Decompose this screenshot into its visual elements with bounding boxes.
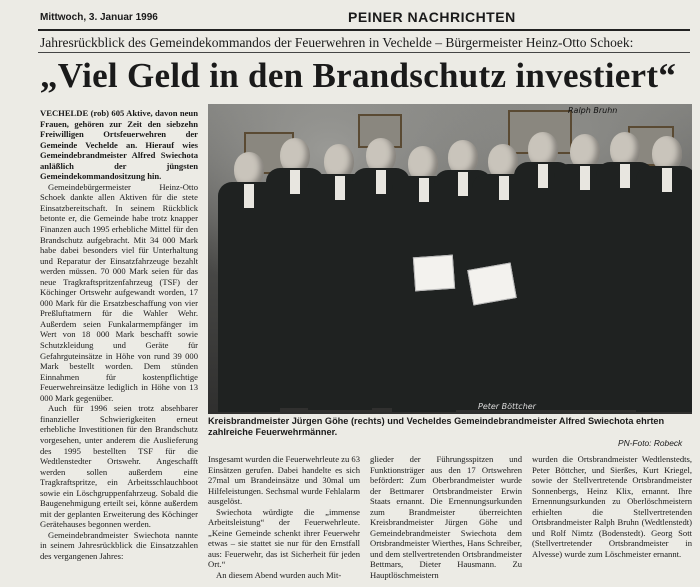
article-column-2 [208, 454, 360, 581]
article-lead: VECHELDE (rob) 605 Aktive, davon neun Frauen, gehören zur Zeit den siebzehn Freiwilligen Ortsfeuerwehren der Gemeinde Vechelde an. Hierauf wies Gemeindebrandmeister Alfred Swiechota anläßlich der jüngsten Gemeindekommandositzung hin. [40, 108, 198, 182]
photo-credit: PN-Foto: Robeck [618, 438, 683, 448]
press-photo [208, 104, 692, 414]
certificate-document [413, 255, 455, 292]
article-headline: „Viel Geld in den Brandschutz investiert“ [40, 56, 677, 95]
kicker-rule [38, 52, 690, 53]
article-kicker: Jahresrückblick des Gemeindekommandos der Feuerwehren in Vechelde – Bürgermeister Heinz-Otto Schoek: [40, 35, 634, 50]
article-paragraph: Gemeindebürgermeister Heinz-Otto Schoek dankte allen Aktiven für die stete Einsatzbereitschaft. In seinem Rückblick betonte er, die Gemeinde habe trotz knapper Finanzen auch 1995 erhebliche Mittel für den Brandschutz aufgebracht. Mit 34 000 Mark habe dabei besonders viel für Unterhaltung und Reparatur der Einsatzfahrzeuge bezahlt werden müssen. 70 000 Mark seien für das neue Tragkraftspritzenfahrzeug (TSF) der Köchinger Ortswehr aufgewandt worden, 17 000 Mark für die Ersatzbeschaffung von vier Preßluftatmern für die Wahler Wehr. Außerdem seien Funkalarmempfänger im Wert von 18 000 Mark beschafft sowie Schutzkleidung und Geräte für Gefahrguteinsätze in Höhe von rund 39 000 Mark bestellt worden. Dem stünden Einnahmen für kostenpflichtige Feuerwehreinsätze lediglich in Höhe von 13 000 Mark gegenüber. [40, 181, 198, 403]
certificate-document [467, 262, 517, 305]
article-paragraph: glieder der Führungsspitzen und Funktionsträger aus den 17 Ortswehren befördert: Zum Oberbrandmeister wurde der Bettmarer Ortsbrandmeister Erwin Staats ernannt. Die Ernennungsurkunden zum Brandmeister überreichten Kreisbrandmeister Jürgen Göhe und Gemeindebrandmeister Swiechota dem Ortsbrandmeister Wierthes, Hans Schreiber, und dem stellvertretenden Ortsbrandmeister Bettmars, Dieter Hausmann. Zu Hauptlöschmeistern [370, 454, 522, 581]
article-paragraph: wurden die Ortsbrandmeister Wedtlenstedts, Peter Böttcher, und Sierßes, Kurt Kriegel, sowie der Stellvertretende Ortsbrandmeister Sonnenbergs, Heinz Klix, ernannt. Ihre Ernennungsurkunden zu Oberlöschmeistern erhielten die Stellvertretenden Ortsbrandmeister Ralph Bruhn (Wedtlenstedt) und Rolf Nimtz (Bodenstedt). Georg Sott (Stellvertretender Ortsbrandmeister in Alvesse) wurde zum Löschmeister ernannt. [532, 454, 692, 559]
article-column-1 [40, 108, 198, 562]
article-paragraph: Auch für 1996 seien trotz absehbarer finanzieller Schwierigkeiten erneut erhebliche Investitionen für den Brandschutz vorgesehen, unter anderem die Auslieferung des 1995 bestellten TSF für die Wedtlenstedter Ortswehr. Angeschafft werden sollen außerdem eine Tragkraftspritze, ein Arbeitsschlauchboot sowie ein Löschgruppenfahrzeug. Sobald die Baugenehmigung erteilt sei, könne außerdem mit der geplanten Erweiterung des Köchinger Gerätehauses begonnen werden. [40, 403, 198, 530]
article-column-4 [532, 454, 692, 559]
article-paragraph: Swiechota würdigte die „immense Arbeitsleistung“ der Feuerwehrleute. „Keine Gemeinde schenkt ihrer Feuerwehr etwas – sie stattet sie nur für den Ernstfall aus: Feuerwehr, das ist Sicherheit für jeden Ort.“ [208, 506, 360, 570]
header-rule [38, 29, 690, 31]
handwritten-name-top: Ralph Bruhn [568, 106, 618, 115]
newspaper-masthead: PEINER NACHRICHTEN [348, 9, 516, 25]
article-paragraph: An diesem Abend wurden auch Mit- [216, 570, 342, 581]
article-column-3 [370, 454, 522, 581]
issue-date: Mittwoch, 3. Januar 1996 [40, 12, 158, 23]
photo-caption: Kreisbrandmeister Jürgen Göhe (rechts) und Vecheldes Gemeindebrandmeister Alfred Swiechota ehrten zahlreiche Feuerwehrmänner. [208, 416, 665, 437]
article-paragraph: Gemeindebrandmeister Swiechota nannte in seinem Jahresrückblick die Einsatzzahlen des vergangenen Jahres: [40, 529, 198, 561]
handwritten-name-bottom: Peter Böttcher [478, 402, 536, 411]
article-paragraph: Insgesamt wurden die Feuerwehrleute zu 63 Einsätzen gerufen. Dabei handelte es sich 27mal um Brandeinsätze und 30mal um Hilfeleistungen. Sechsmal wurde Fehlalarm ausgelöst. [208, 454, 361, 507]
